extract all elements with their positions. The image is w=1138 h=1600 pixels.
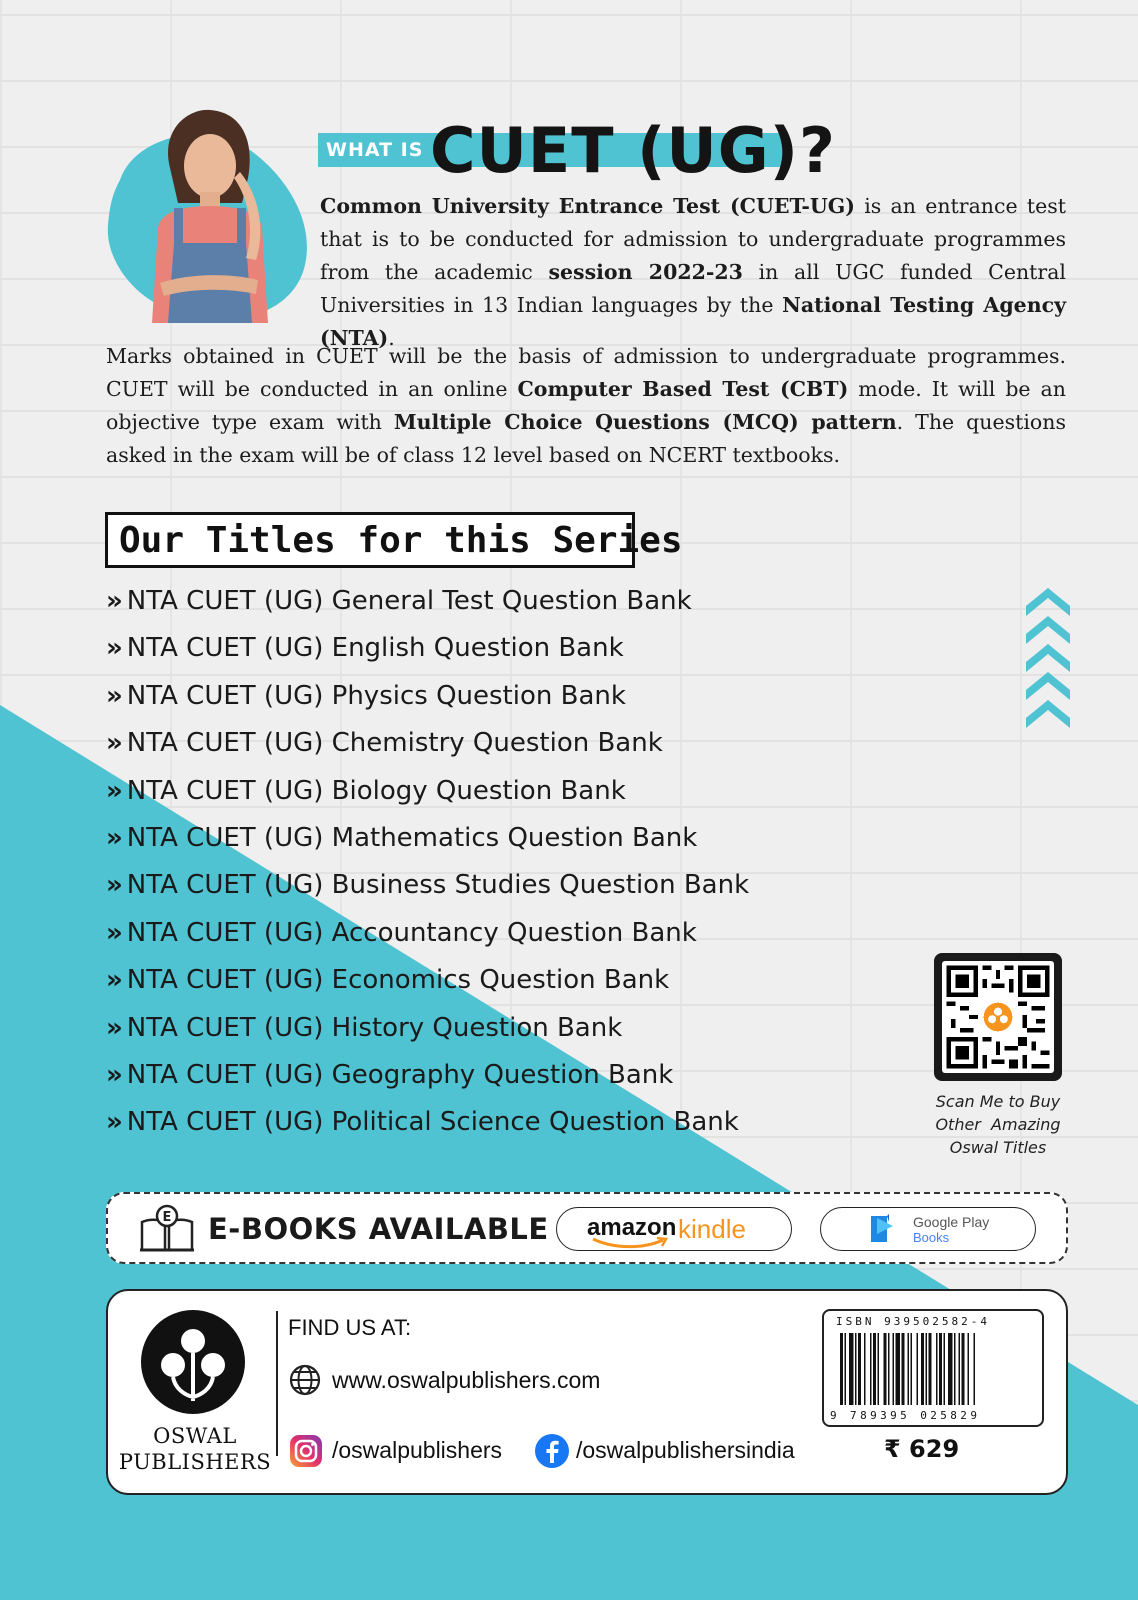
facebook-icon: [534, 1433, 570, 1469]
price-label: ₹ 629: [884, 1435, 960, 1463]
bullet-marker: »: [106, 822, 123, 853]
qr-caption-line: Other Amazing: [935, 1115, 1061, 1134]
google-play-line2: Books: [913, 1230, 950, 1245]
title-item: [106, 586, 749, 633]
instagram-handle[interactable]: /oswalpublishers: [332, 1437, 503, 1463]
title-text: NTA CUET (UG) History Question Bank: [126, 1012, 623, 1043]
isbn-barcode: [822, 1309, 1044, 1427]
qr-code-icon: [942, 961, 1054, 1073]
title-text: NTA CUET (UG) Chemistry Question Bank: [126, 728, 663, 759]
publisher-name-line: PUBLISHERS: [118, 1450, 272, 1474]
globe-icon: [288, 1363, 322, 1397]
intro-text-6: .: [388, 326, 395, 350]
bullet-marker: »: [106, 965, 123, 996]
ean-number: 9 789395 025829: [830, 1409, 981, 1422]
kindle-word: kindle: [678, 1214, 746, 1244]
title-item: [106, 870, 749, 917]
bullet-marker: »: [106, 1059, 123, 1090]
title-text: NTA CUET (UG) Economics Question Bank: [126, 965, 670, 996]
publisher-name-line: OSWAL: [153, 1424, 237, 1448]
intro-text-2: is an entrance test that is to be conducted for admission to undergraduate programmes from the academic: [320, 194, 1066, 284]
bullet-marker: »: [106, 586, 123, 616]
title-text: NTA CUET (UG) Biology Question Bank: [126, 775, 626, 806]
bullet-marker: »: [106, 633, 123, 664]
oswal-logo-icon: [140, 1309, 246, 1415]
instagram-icon: [288, 1433, 324, 1469]
amazon-kindle-badge[interactable]: [556, 1207, 792, 1251]
title-text: NTA CUET (UG) Business Studies Question Bank: [126, 870, 750, 901]
ebooks-label: E-BOOKS AVAILABLE: [208, 1212, 549, 1246]
title-item: [106, 776, 749, 823]
facebook-handle[interactable]: /oswalpublishersindia: [576, 1437, 795, 1463]
bullet-marker: »: [106, 775, 123, 806]
title-item: [106, 823, 749, 870]
title-item: [106, 965, 749, 1012]
intro-bold-5: National Testing Agency (NTA): [320, 293, 1066, 350]
google-play-books-icon: [869, 1214, 895, 1244]
heading-title: CUET (UG)?: [430, 114, 836, 187]
details-bold-4: Multiple Choice Questions (MCQ) pattern: [393, 410, 897, 434]
details-text-3: mode. It will be an objective type exam with: [106, 377, 1066, 434]
intro-bold-3: session 2022-23: [548, 260, 743, 284]
isbn-text: ISBN 939502582-4: [836, 1315, 990, 1328]
details-bold-2: Computer Based Test (CBT): [517, 377, 849, 401]
barcode-icon: [840, 1333, 1030, 1405]
ebooks-strip: [106, 1192, 1068, 1264]
intro-paragraph: [320, 190, 1066, 355]
publisher-footer: [106, 1289, 1068, 1495]
title-item: [106, 681, 749, 728]
bullet-marker: »: [106, 1012, 123, 1043]
heading-prefix: WHAT IS: [326, 139, 424, 161]
chevron-up-decoration-icon: [1026, 588, 1070, 728]
find-us-heading: FIND US AT:: [288, 1315, 412, 1340]
series-heading: Our Titles for this Series: [119, 520, 683, 561]
intro-bold-1: Common University Entrance Test (CUET-UG): [320, 194, 855, 218]
title-item: [106, 728, 749, 775]
title-item: [106, 1013, 749, 1060]
title-item: [106, 633, 749, 680]
title-text: NTA CUET (UG) Political Science Question Bank: [126, 1107, 739, 1138]
bullet-marker: »: [106, 870, 123, 901]
footer-divider: [276, 1311, 278, 1456]
google-play-books-badge[interactable]: [820, 1207, 1036, 1251]
bullet-marker: »: [106, 1107, 123, 1138]
website-link[interactable]: www.oswalpublishers.com: [332, 1367, 601, 1393]
title-text: NTA CUET (UG) Physics Question Bank: [126, 680, 626, 711]
series-heading-box: [105, 512, 683, 568]
ebook-icon-letter: E: [162, 1210, 172, 1225]
title-item: [106, 1107, 749, 1154]
title-item: [106, 918, 749, 965]
amazon-word: amazon: [587, 1214, 677, 1241]
title-text: NTA CUET (UG) Accountancy Question Bank: [126, 917, 697, 948]
details-paragraph: [106, 340, 1066, 472]
title-text: NTA CUET (UG) General Test Question Bank: [126, 586, 692, 616]
title-item: [106, 1060, 749, 1107]
publisher-name: [114, 1423, 276, 1475]
ebook-icon: [138, 1204, 196, 1254]
qr-caption: [906, 1090, 1090, 1159]
qr-code[interactable]: [934, 953, 1062, 1081]
qr-caption-line: Oswal Titles: [949, 1138, 1047, 1157]
details-text-5: . The questions asked in the exam will be of class 12 level based on NCERT textbooks.: [106, 410, 1066, 467]
details-text-1: Marks obtained in CUET will be the basis of admission to undergraduate programmes. CUET will be conducted in an online: [106, 344, 1066, 401]
qr-caption-line: Scan Me to Buy: [935, 1092, 1061, 1111]
bullet-marker: »: [106, 728, 123, 759]
bullet-marker: »: [106, 917, 123, 948]
title-text: NTA CUET (UG) Mathematics Question Bank: [126, 822, 698, 853]
title-text: NTA CUET (UG) English Question Bank: [126, 633, 624, 664]
intro-text-4: in all UGC funded Central Universities in 13 Indian languages by the: [320, 260, 1066, 317]
google-play-line1: Google Play: [913, 1214, 990, 1230]
amazon-smile-icon: [589, 1236, 671, 1250]
bullet-marker: »: [106, 680, 123, 711]
thinking-woman-illustration: [130, 108, 280, 323]
series-title-list: [106, 586, 749, 1155]
qr-code-body: [942, 961, 1054, 1073]
title-text: NTA CUET (UG) Geography Question Bank: [126, 1059, 674, 1090]
